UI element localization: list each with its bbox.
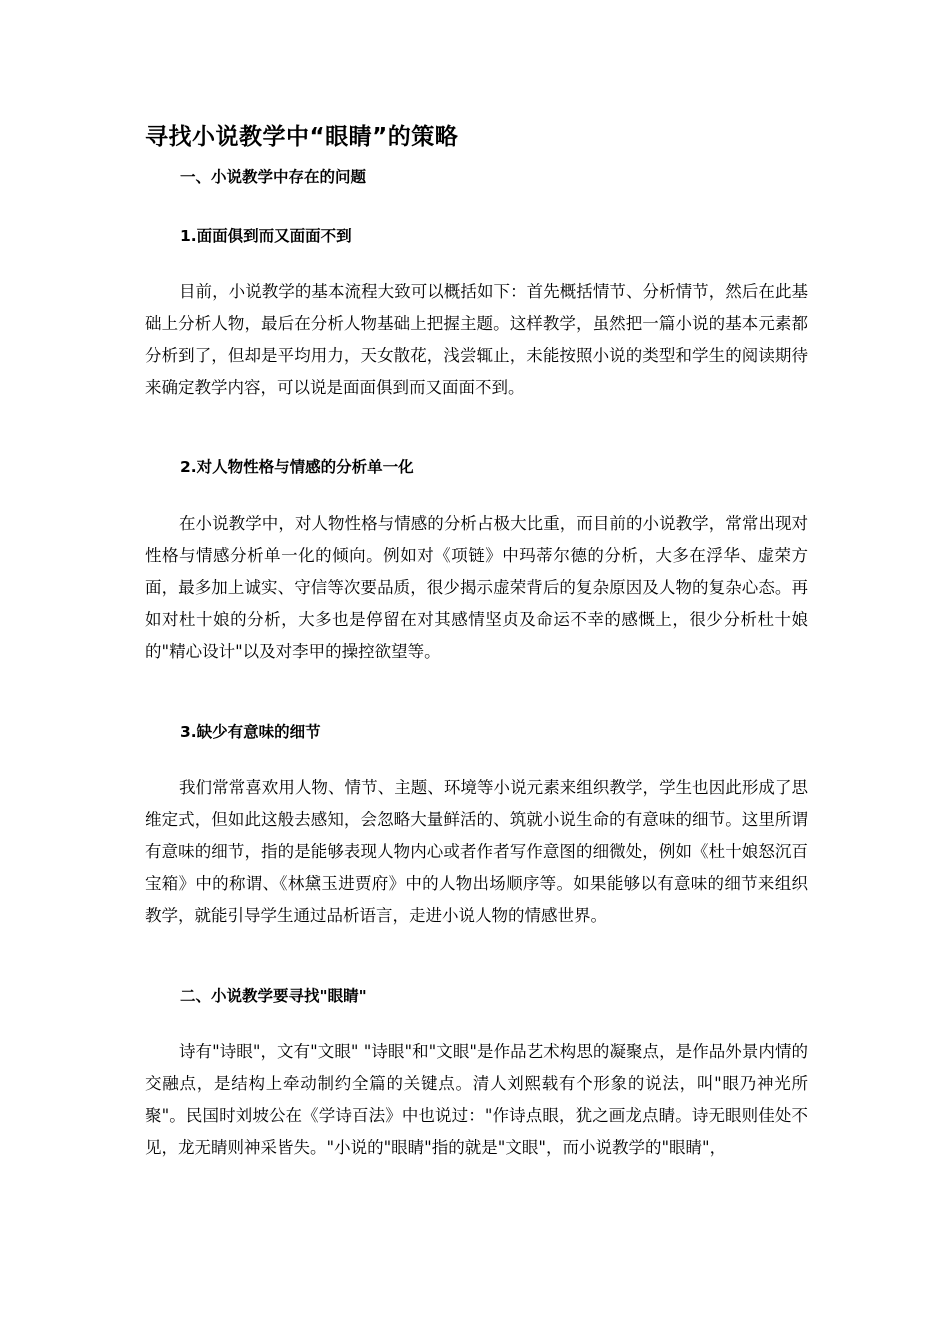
section-heading-problems: 一、小说教学中存在的问题 xyxy=(180,168,367,186)
paragraph-2: 在小说教学中，对人物性格与情感的分析占极大比重，而目前的小说教学，常常出现对性格与情感分析单一化的倾向。例如对《项链》中玛蒂尔德的分析，大多在浮华、虚荣方面，最多加上诚实、守信等次要品质，很少揭示虚荣背后的复杂原因及人物的复杂心态。再如对杜十娘的分析，大多也是停留在对其感情坚贞及命运不幸的感慨上，很少分析杜十娘的"精心设计"以及对李甲的操控欲望等。 xyxy=(145,514,808,661)
subsection-heading-2: 2.对人物性格与情感的分析单一化 xyxy=(180,458,414,476)
paragraph-1: 目前，小说教学的基本流程大致可以概括如下：首先概括情节、分析情节，然后在此基础上分析人物，最后在分析人物基础上把握主题。这样教学，虽然把一篇小说的基本元素都分析到了，但却是平均用力，天女散花，浅尝辄止，未能按照小说的类型和学生的阅读期待 来确定教学内容，可以说是面面俱到而又面面不到。 xyxy=(145,282,808,397)
section-heading-eyes: 二、小说教学要寻找"眼睛" xyxy=(180,987,367,1005)
paragraph-3: 我们常常喜欢用人物、情节、主题、环境等小说元素来组织教学，学生也因此形成了思维定式，但如此这般去感知，会忽略大量鲜活的、筑就小说生命的有意味的细节。这里所谓有意味的细节，指的是能够表现人物内心或者作者写作意图的细微处，例如《杜十娘怒沉百宝箱》中的称谓、《林黛玉进贾府》中的人物出场顺序等。如果能够以有意味的细节来组织教学，就能引导学生通过品析语言，走进小说人物的情感世界。 xyxy=(145,778,808,925)
paragraph-4: 诗有"诗眼"，文有"文眼" "诗眼"和"文眼"是作品艺术构思的凝聚点，是作品外景内情的交融点，是结构上牵动制约全篇的关键点。清人刘熙载有个形象的说法，叫"眼乃神光所聚"。民国时刘坡公在《学诗百法》中也说过："作诗点眼，犹之画龙点睛。诗无眼则佳处不见，龙无睛则神采皆失。"小说的"眼睛"指的就是"文眼"，而小说教学的"眼睛"， xyxy=(145,1042,808,1157)
subsection-heading-3: 3.缺少有意味的细节 xyxy=(180,723,321,741)
document-title: 寻找小说教学中“眼睛”的策略 xyxy=(145,124,459,150)
subsection-heading-1: 1.面面俱到而又面面不到 xyxy=(180,227,352,245)
